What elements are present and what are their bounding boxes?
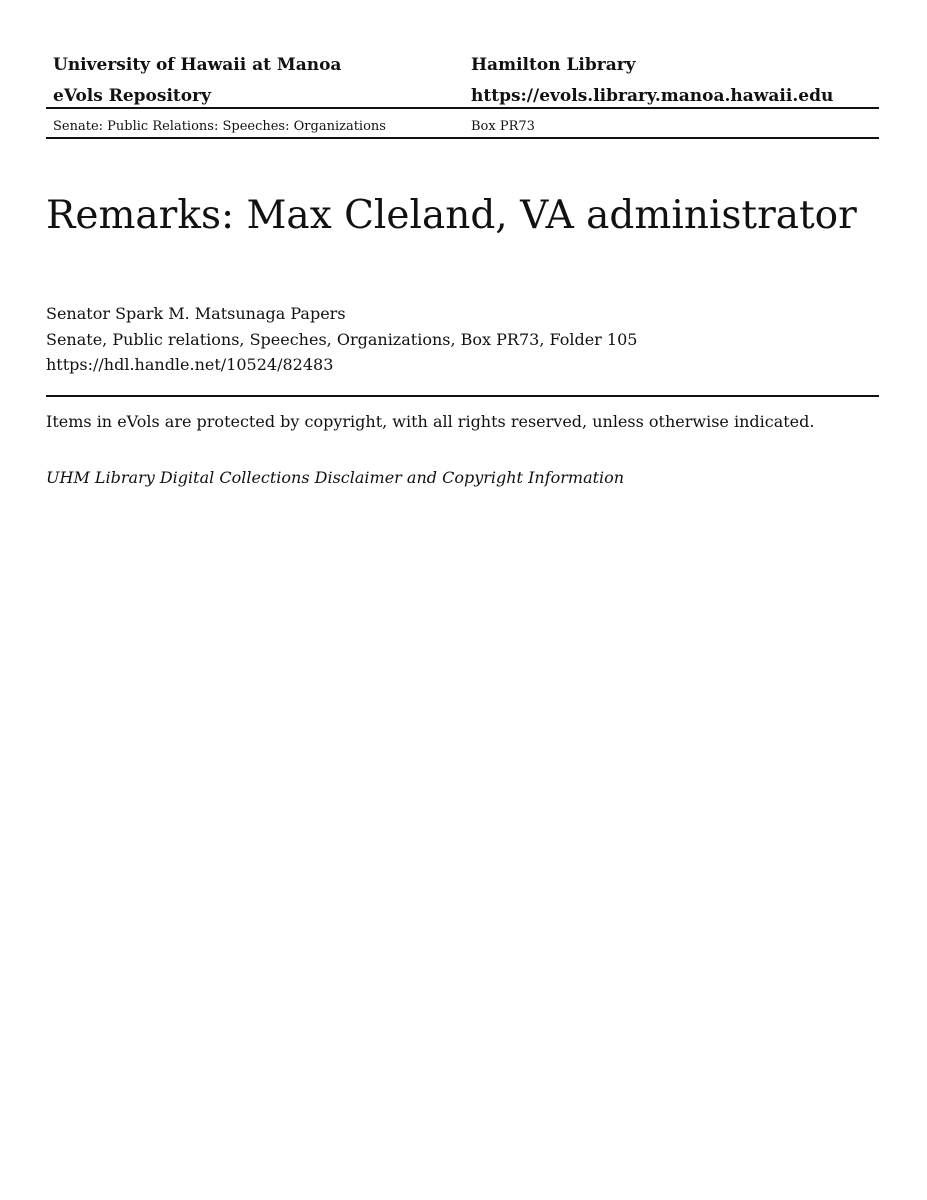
handle-link[interactable]: https://hdl.handle.net/10524/82483	[46, 355, 334, 374]
header-subrow	[46, 116, 879, 138]
collection-path: Senate: Public Relations: Speeches: Organizations	[53, 119, 386, 134]
header-row-1	[46, 50, 879, 81]
folder-location: Senate, Public relations, Speeches, Organizations, Box PR73, Folder 105	[46, 329, 638, 349]
content-divider	[46, 395, 879, 397]
document-title: Remarks: Max Cleland, VA administrator	[46, 193, 857, 238]
document-metadata	[46, 301, 637, 378]
header-divider-top	[46, 107, 879, 109]
header-divider-bottom	[46, 137, 879, 139]
copyright-notice: Items in eVols are protected by copyright, with all rights reserved, unless otherwise indicated.	[46, 412, 815, 431]
header-table	[46, 50, 879, 112]
institution-name: University of Hawaii at Manoa	[53, 55, 342, 75]
repository-name: eVols Repository	[53, 86, 211, 106]
library-name: Hamilton Library	[471, 55, 636, 75]
repository-url-link[interactable]: https://evols.library.manoa.hawaii.edu	[471, 86, 834, 106]
box-label: Box PR73	[471, 119, 535, 134]
disclaimer-link[interactable]: UHM Library Digital Collections Disclaimer and Copyright Information	[46, 468, 625, 487]
collection-name: Senator Spark M. Matsunaga Papers	[46, 304, 346, 323]
